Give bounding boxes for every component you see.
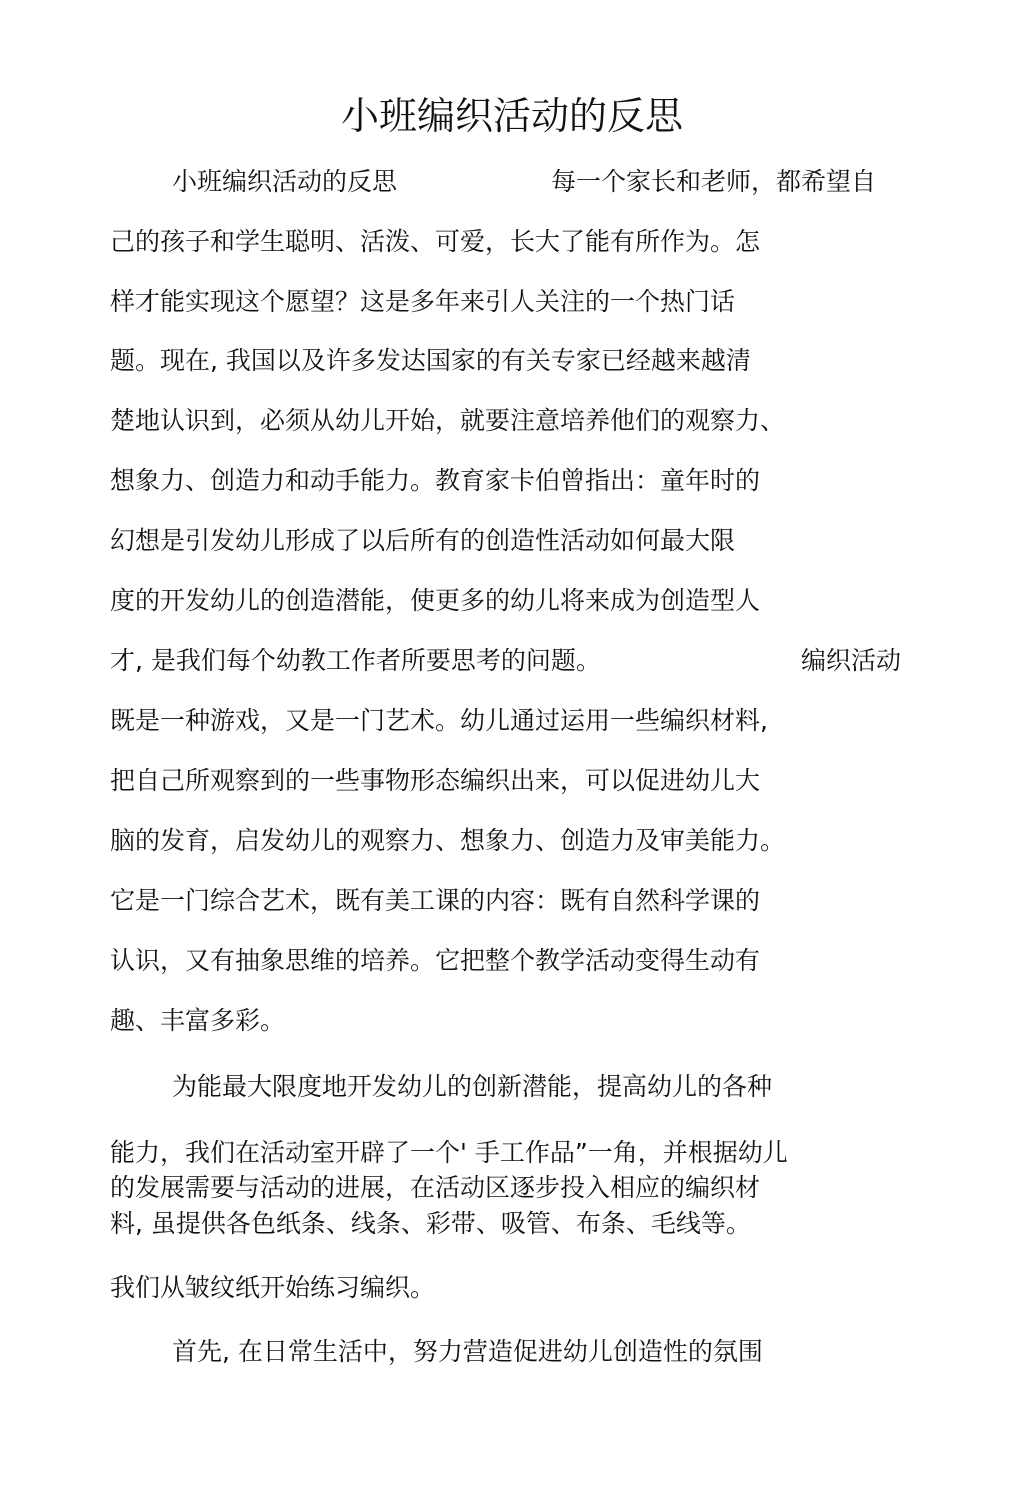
text-line: 为能最大限度地开发幼儿的创新潜能，提高幼儿的各种 [172,1072,773,1101]
text-line: 趣、丰富多彩。 [110,1006,286,1035]
text-line: 认识，又有抽象思维的培养。它把整个教学活动变得生动有 [110,946,761,975]
text-line: 每一个家长和老师，都希望自 [551,167,877,196]
text-line: 的发展需要与活动的进展，在活动区逐步投入相应的编织材 [110,1173,761,1202]
text-line: 小班编织活动的反思 [172,167,398,196]
text-line: 度的开发幼儿的创造潜能，使更多的幼儿将来成为创造型人 [110,586,761,615]
text-line: 它是一门综合艺术，既有美工课的内容：既有自然科学课的 [110,886,761,915]
document-title: 小班编织活动的反思 [340,94,683,138]
text-line: 料, 虽提供各色纸条、线条、彩带、吸管、布条、毛线等。 [110,1209,751,1238]
text-line: 既是一种游戏，又是一门艺术。幼儿通过运用一些编织材料, [110,706,768,735]
text-line: 才, 是我们每个幼教工作者所要思考的问题。 [110,646,601,675]
text-line: 想象力、创造力和动手能力。教育家卡伯曾指出：童年时的 [110,466,761,495]
text-line: 幻想是引发幼儿形成了以后所有的创造性活动如何最大限 [110,526,736,555]
text-line: 首先, 在日常生活中，努力营造促进幼儿创造性的氛围 [172,1337,763,1366]
text-line: 己的孩子和学生聪明、活泼、可爱，长大了能有所作为。怎 [110,227,761,256]
text-line: 样才能实现这个愿望？这是多年来引人关注的一个热门话 [110,287,736,316]
text-line: 脑的发育，启发幼儿的观察力、想象力、创造力及审美能力。 [110,826,786,855]
text-line: 编织活动 [801,646,902,675]
text-line: 楚地认识到，必须从幼儿开始，就要注意培养他们的观察力、 [110,406,786,435]
text-line: 题。现在, 我国以及许多发达国家的有关专家已经越来越清 [110,346,751,375]
text-line: 能力，我们在活动室开辟了一个' 手工作品”一角，并根据幼儿 [110,1138,788,1167]
text-line: 把自己所观察到的一些事物形态编织出来，可以促进幼儿大 [110,766,761,795]
text-line: 我们从皱纹纸开始练习编织。 [110,1273,436,1302]
